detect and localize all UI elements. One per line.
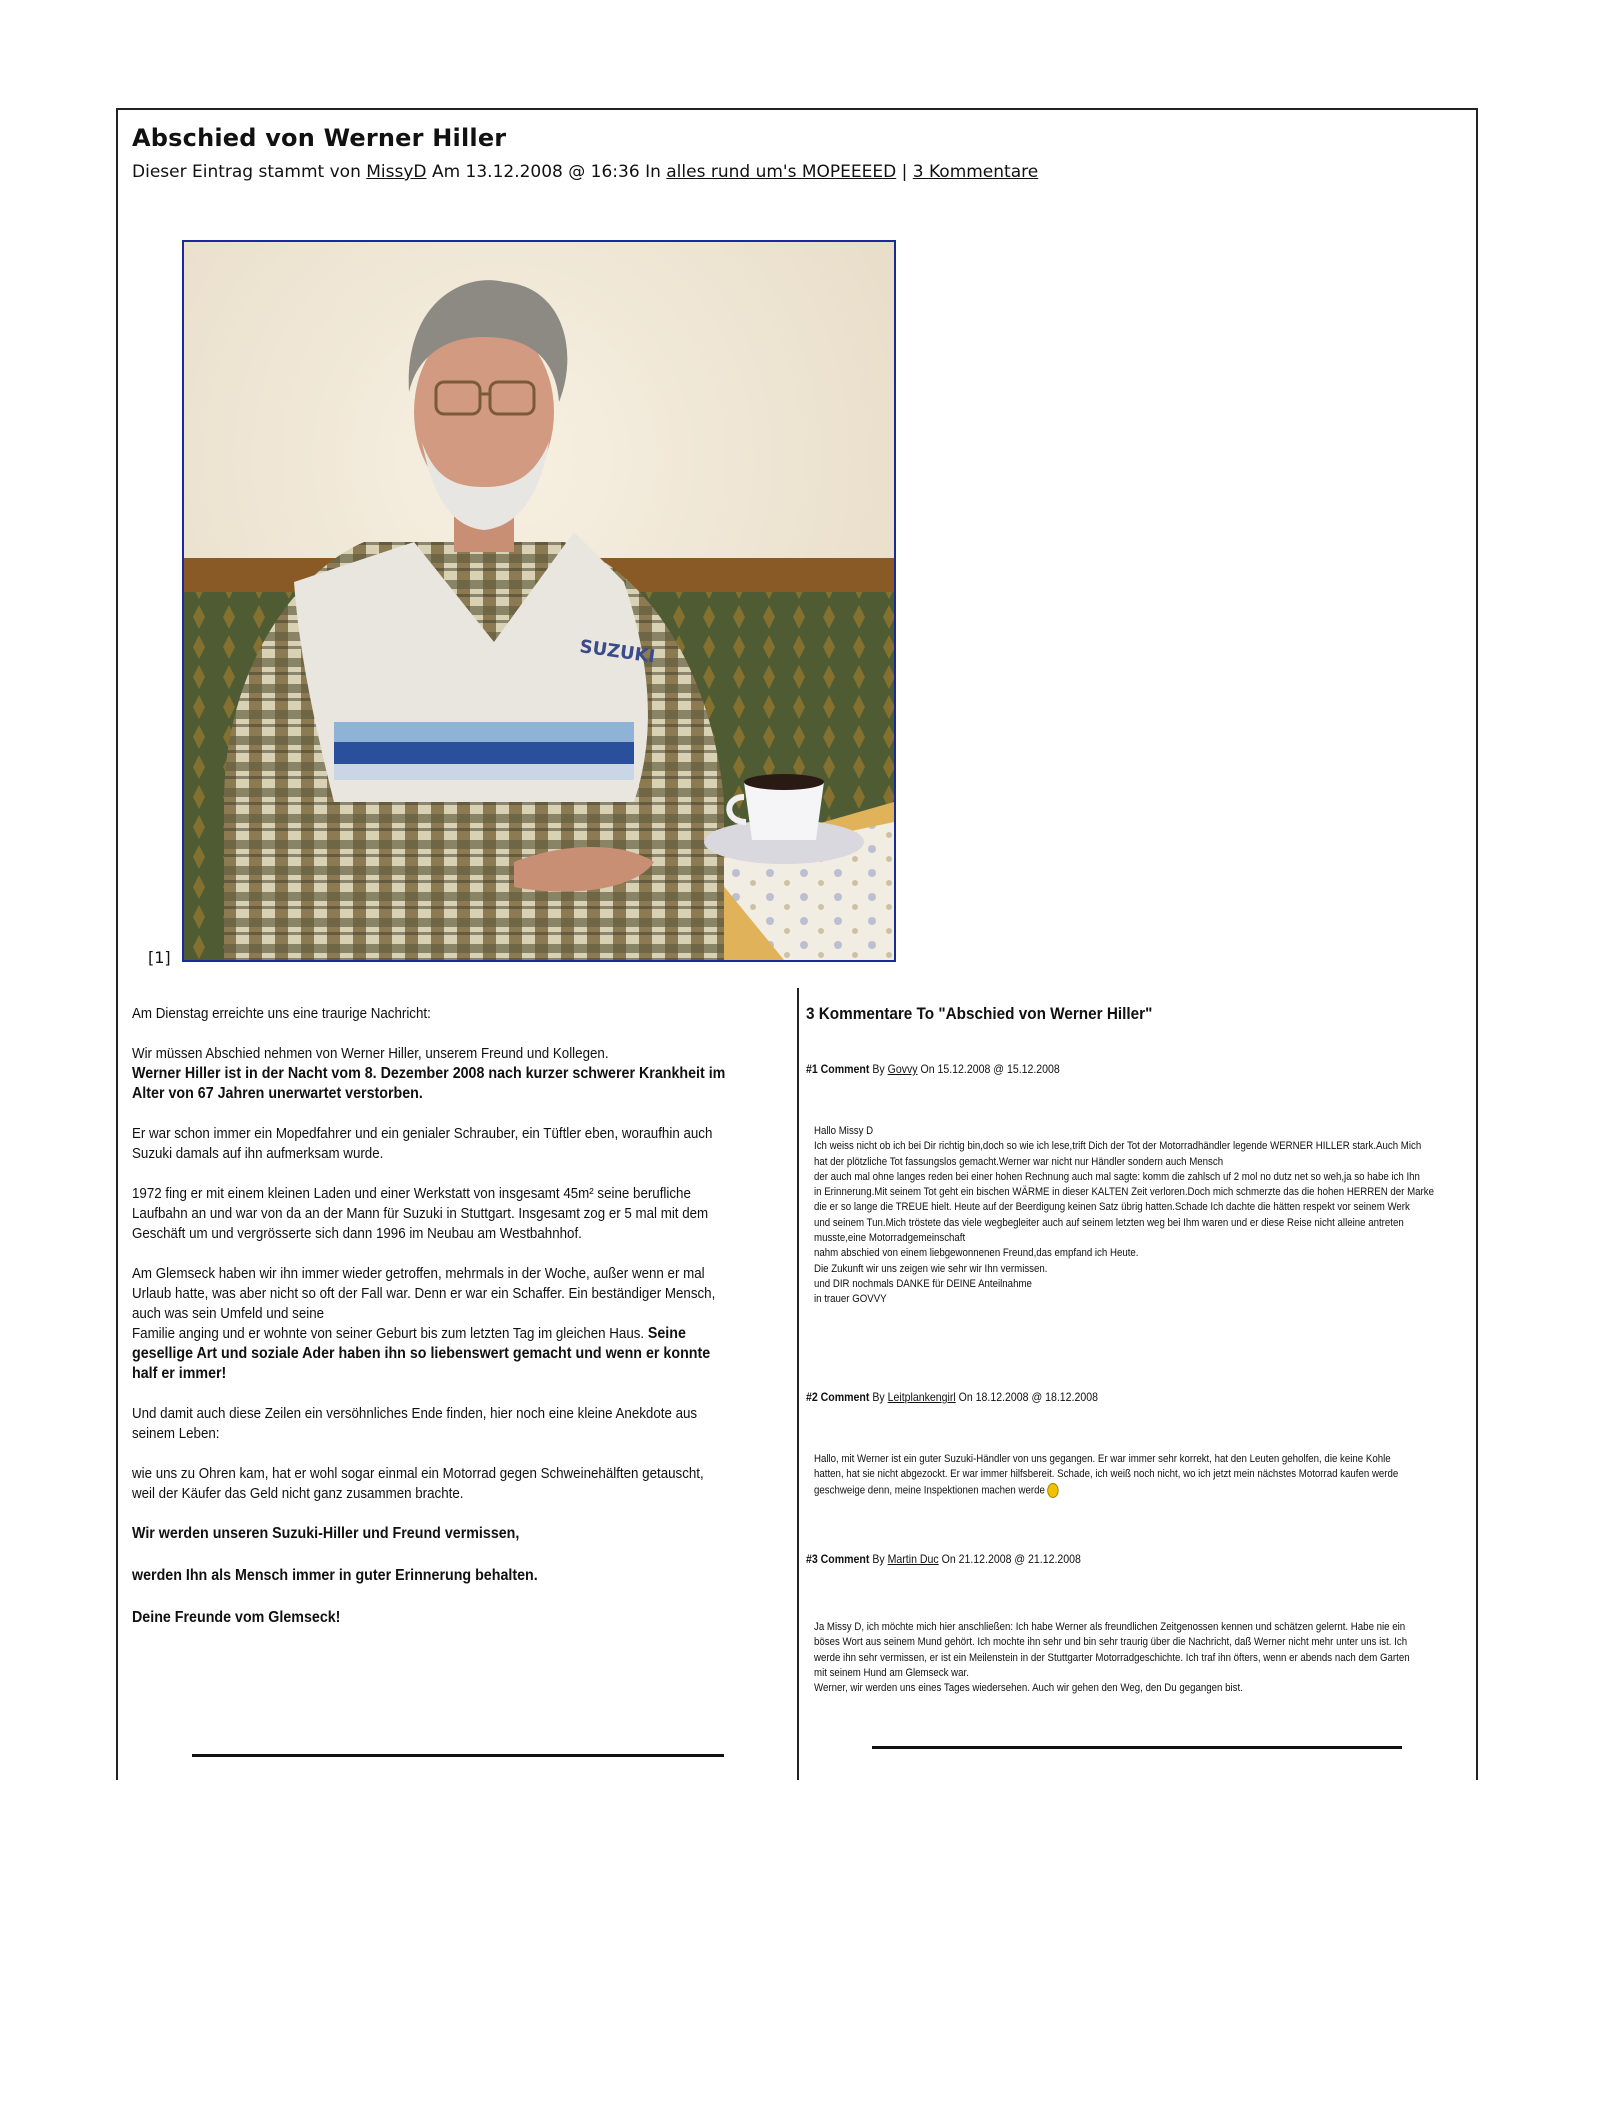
comment-line: die er so lange die TREUE hielt. Heute auf der Beerdigung keinen Satz übrig hatten.Schade Ich dachte die hätten respekt vor seinem Werk — [814, 1201, 1410, 1214]
closing-line: Deine Freunde vom Glemseck! — [132, 1609, 341, 1626]
comment-header — [806, 1390, 1098, 1404]
smiley-icon — [1048, 1483, 1059, 1498]
comment-line: mit seinem Hund am Glemseck war. — [814, 1666, 969, 1679]
comment-line: und DIR nochmals DANKE für DEINE Anteilnahme — [814, 1277, 1032, 1290]
comment-line: Die Zukunft wir uns zeigen wie sehr wir Ihn vermissen. — [814, 1262, 1048, 1275]
article-text: Wir müssen Abschied nehmen von Werner Hiller, unserem Freund und Kollegen. — [132, 1046, 609, 1062]
comment-number: #2 Comment — [806, 1390, 870, 1404]
comment-line: in Erinnerung.Mit seinem Tot geht ein bischen WÄRME in dieser KALTEN Zeit verloren.Doch mich schmerzte das die hohen HERREN der Marke — [814, 1186, 1434, 1199]
comment-header — [806, 1552, 1081, 1566]
comment-line: musste,eine Motorradgemeinschaft — [814, 1232, 966, 1245]
article-body — [132, 1004, 726, 1650]
comment-line: nahm abschied von einem liebgewonnenen Freund,das empfand ich Heute. — [814, 1247, 1139, 1260]
closing-line: werden Ihn als Mensch immer in guter Erinnerung behalten. — [132, 1567, 538, 1584]
article-paragraph: 1972 fing er mit einem kleinen Laden und einer Werkstatt von insgesamt 45m² seine berufliche Laufbahn an und war von da an der Mann für Suzuki in Stuttgart. Insgesamt zog er 5 mal mit dem Geschäft um und vergrösserte sich dann 1996 im Neubau am Westbahnhof. — [132, 1186, 709, 1242]
comments-title: 3 Kommentare To "Abschied von Werner Hiller" — [806, 1004, 1153, 1023]
comment-number: #3 Comment — [806, 1552, 870, 1566]
comment-line: der auch mal ohne langes reden bei einer hohen Rechnung auch mal sagte: komm die zahlsch uf 2 mol no dutz net so weh,ja so habe ich Ihn — [814, 1170, 1420, 1183]
comments-link[interactable]: 3 Kommentare — [912, 162, 1039, 182]
article-paragraph: Am Dienstag erreichte uns eine traurige Nachricht: — [132, 1006, 431, 1022]
article-text: Familie anging und er wohnte von seiner Geburt bis zum letzten Tag im gleichen Haus. — [132, 1326, 645, 1342]
comment-line: Werner, wir werden uns eines Tages wiedersehen. Auch wir gehen den Weg, den Du gegangen bist. — [814, 1682, 1243, 1695]
comment-author-link[interactable]: Leitplankengirl — [887, 1390, 956, 1404]
comment-line: hatten, hat sie nicht abgezockt. Er war immer hilfsbereit. Schade, ich weiß noch nicht, wo ich jetzt mein nächstes Motorrad kaufen werde — [814, 1468, 1399, 1481]
comment-date: On 18.12.2008 @ 18.12.2008 — [958, 1390, 1098, 1404]
comment-line — [814, 1483, 1412, 1499]
article-text-bold: Werner Hiller ist in der Nacht vom 8. Dezember 2008 nach kurzer schwerer Krankheit im Alter von 67 Jahren unerwartet verstorben. — [132, 1065, 726, 1102]
comment-author-link[interactable]: Martin Duc — [887, 1552, 939, 1566]
divider-line — [872, 1746, 1402, 1749]
comment-header — [806, 1062, 1060, 1076]
comment-author-link[interactable]: Govvy — [887, 1062, 918, 1076]
article-text: Am Glemseck haben wir ihn immer wieder getroffen, mehrmals in der Woche, außer wenn er mal Urlaub hatte, was aber nicht so oft der Fall war. Denn er war ein Schaffer. Ein beständiger Mensch, auch was sein Umfeld und seine — [132, 1266, 716, 1322]
meta-separator: | — [901, 162, 908, 182]
comment-by: By — [872, 1062, 885, 1076]
comment-line: böses Wort aus seinem Mund gehört. Ich mochte ihn sehr und bin sehr traurig über die Nachricht, daß Werner nicht mehr unter uns ist. Ich — [814, 1636, 1408, 1649]
svg-text:SUZUKI: SUZUKI — [578, 636, 657, 668]
article-paragraph: Und damit auch diese Zeilen ein versöhnliches Ende finden, hier noch eine kleine Anekdote aus seinem Leben: — [132, 1406, 698, 1442]
meta-date: Am 13.12.2008 @ 16:36 In — [431, 162, 661, 182]
author-link[interactable]: MissyD — [366, 162, 427, 182]
post-meta — [132, 162, 1038, 182]
article-paragraph: wie uns zu Ohren kam, hat er wohl sogar einmal ein Motorrad gegen Schweinehälften getauscht, weil der Käufer das Geld nicht ganz zusammen brachte. — [132, 1466, 704, 1502]
comment-by: By — [872, 1552, 885, 1566]
article-paragraph — [132, 1044, 726, 1104]
comment-date: On 21.12.2008 @ 21.12.2008 — [941, 1552, 1081, 1566]
comment-line: Ja Missy D, ich möchte mich hier anschließen: Ich habe Werner als freundlichen Zeitgenossen kennen und schätzen gelernt. Habe nie ein — [814, 1621, 1406, 1633]
comment-line: und seinem Tun.Mich tröstete das viele wegbegleiter auch auf seinem letzten weg bei Ihm waren und er diese Reise nicht alleine antreten — [814, 1216, 1404, 1229]
closing-line: Wir werden unseren Suzuki-Hiller und Freund vermissen, — [132, 1525, 520, 1542]
comment-body — [814, 1620, 1412, 1696]
article-paragraph: Er war schon immer ein Mopedfahrer und ein genialer Schrauber, ein Tüftler eben, woraufhin auch Suzuki damals auf ihn aufmerksam wurde. — [132, 1126, 713, 1162]
comment-line: Hallo, mit Werner ist ein guter Suzuki-Händler von uns gegangen. Er war immer sehr korrekt, hat den Leuten geholfen, die keine Kohle — [814, 1453, 1391, 1465]
category-link[interactable]: alles rund um's MOPEEEED — [666, 162, 897, 182]
comment-body — [814, 1452, 1412, 1498]
article-paragraph — [132, 1264, 726, 1384]
comment-date: On 15.12.2008 @ 15.12.2008 — [920, 1062, 1060, 1076]
comment-by: By — [872, 1390, 885, 1404]
comment-line: Hallo Missy D — [814, 1125, 874, 1137]
comment-line: werde ihn sehr vermissen, er ist ein Meilenstein in der Stuttgarter Motorradgeschichte. Ich traf ihn öfters, wenn er abends nach dem Garten — [814, 1651, 1410, 1664]
comment-line: in trauer GOVVY — [814, 1293, 887, 1306]
comments-section — [806, 1004, 1466, 1695]
portrait-photo[interactable] — [182, 240, 896, 962]
column-divider — [797, 988, 799, 1780]
comment-line: hat der plötzliche Tot fassungslos gemacht.Werner war nicht nur Händler sondern auch Mensch — [814, 1155, 1224, 1168]
comment-text: geschweige denn, meine Inspektionen machen werde — [814, 1484, 1045, 1496]
comment-number: #1 Comment — [806, 1062, 870, 1076]
meta-prefix: Dieser Eintrag stammt von — [132, 162, 361, 182]
photo-index: [1] — [148, 948, 171, 967]
divider-line — [192, 1754, 724, 1757]
comment-body — [814, 1124, 1434, 1308]
comment-line: Ich weiss nicht ob ich bei Dir richtig bin,doch so wie ich lese,trift Dich der Tot der Motorradhändler legende WERNER HILLER stark.Auch Mich — [814, 1140, 1422, 1153]
article-text-bold: Seine gesellige Art und soziale Ader haben ihn so liebenswert gemacht und wenn er konnte half er immer! — [132, 1325, 711, 1382]
post-title: Abschied von Werner Hiller — [132, 124, 507, 152]
